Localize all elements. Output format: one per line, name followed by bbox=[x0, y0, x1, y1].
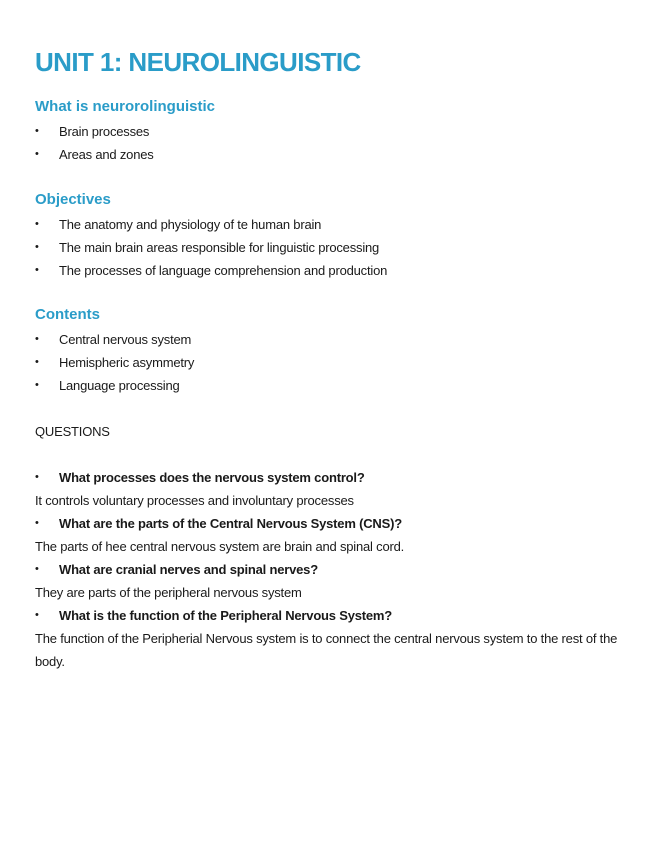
question-3: • What are cranial nerves and spinal nerves? bbox=[35, 558, 620, 581]
answer-3: They are parts of the peripheral nervous system bbox=[35, 585, 302, 600]
list-item: • Brain processes bbox=[35, 120, 620, 143]
question-1: • What processes does the nervous system control? bbox=[35, 466, 620, 489]
answer-1: It controls voluntary processes and involuntary processes bbox=[35, 493, 354, 508]
bullet-list-objectives bbox=[35, 213, 620, 282]
bullet-icon: • bbox=[35, 379, 39, 391]
answer-4: The function of the Peripherial Nervous system is to connect the central nervous system to the rest of the body. bbox=[35, 631, 618, 669]
bullet-icon: • bbox=[35, 125, 39, 137]
document-page bbox=[35, 45, 620, 673]
bullet-icon: • bbox=[35, 241, 39, 253]
questions-label: QUESTIONS bbox=[35, 424, 110, 439]
list-item: • Areas and zones bbox=[35, 143, 620, 166]
list-item: • The main brain areas responsible for linguistic processing bbox=[35, 236, 620, 259]
page-title: UNIT 1: NEUROLINGUISTIC bbox=[35, 47, 361, 77]
list-item: • The processes of language comprehension and production bbox=[35, 259, 620, 282]
section-heading-objectives: Objectives bbox=[35, 191, 111, 208]
bullet-icon: • bbox=[35, 563, 39, 575]
question-2: • What are the parts of the Central Nervous System (CNS)? bbox=[35, 512, 620, 535]
bullet-list-what-is bbox=[35, 120, 620, 166]
section-objectives bbox=[35, 190, 620, 282]
question-4: • What is the function of the Peripheral Nervous System? bbox=[35, 604, 620, 627]
list-item: • Central nervous system bbox=[35, 328, 620, 351]
bullet-icon: • bbox=[35, 356, 39, 368]
bullet-icon: • bbox=[35, 148, 39, 160]
section-heading-contents: Contents bbox=[35, 306, 100, 323]
bullet-list-contents bbox=[35, 328, 620, 397]
bullet-icon: • bbox=[35, 333, 39, 345]
bullet-icon: • bbox=[35, 264, 39, 276]
bullet-icon: • bbox=[35, 471, 39, 483]
section-heading-what-is: What is neurorolinguistic bbox=[35, 98, 216, 115]
list-item: • Hemispheric asymmetry bbox=[35, 351, 620, 374]
list-item: • Language processing bbox=[35, 374, 620, 397]
section-contents bbox=[35, 305, 620, 397]
list-item: • The anatomy and physiology of te human brain bbox=[35, 213, 620, 236]
qa-block bbox=[35, 466, 620, 673]
bullet-icon: • bbox=[35, 218, 39, 230]
bullet-icon: • bbox=[35, 517, 39, 529]
section-what-is bbox=[35, 97, 620, 166]
answer-2: The parts of hee central nervous system are brain and spinal cord. bbox=[35, 539, 405, 554]
bullet-icon: • bbox=[35, 609, 39, 621]
